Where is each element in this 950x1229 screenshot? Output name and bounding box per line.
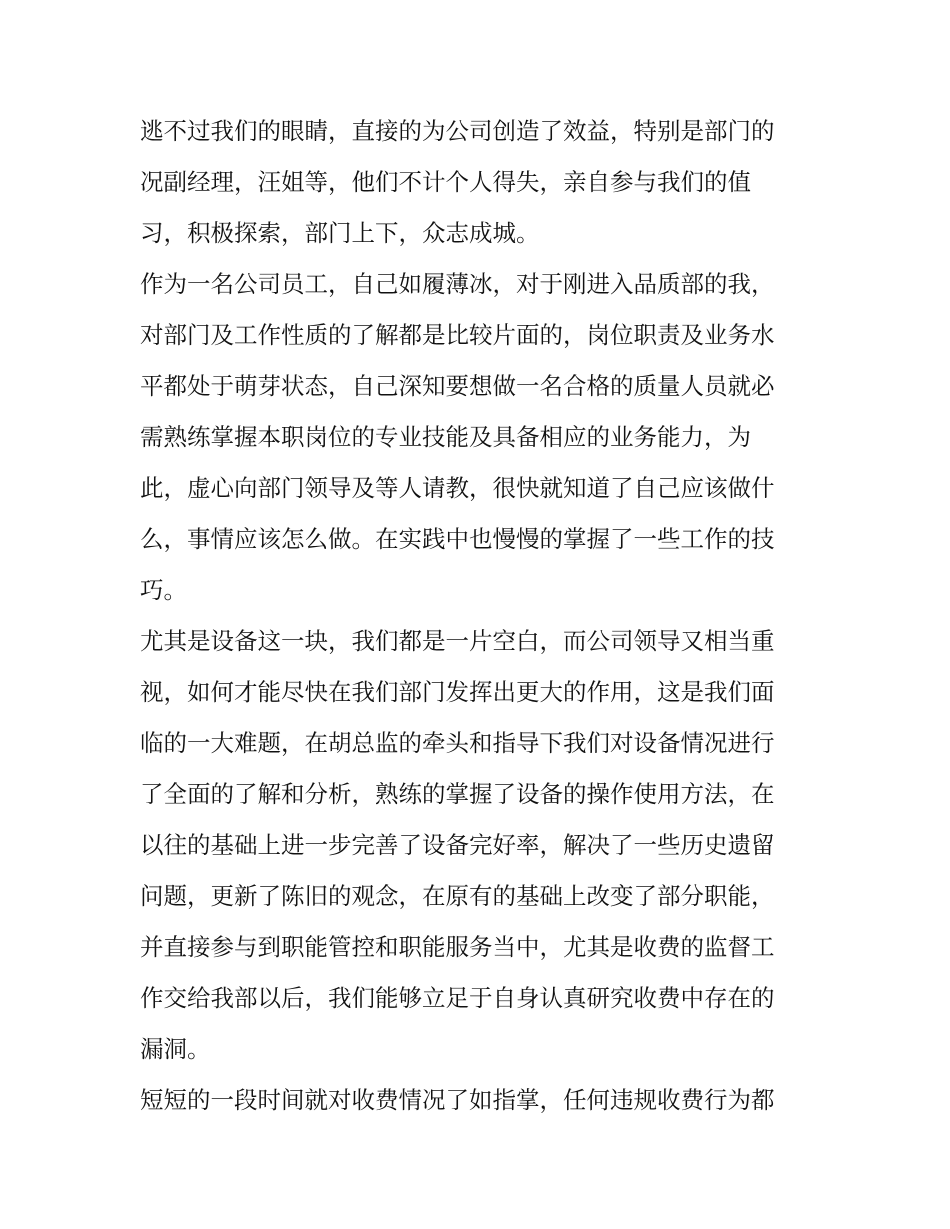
text-line: 作为一名公司员工，自己如履薄冰，对于刚进入品质部的我，: [140, 270, 775, 298]
text-line: 对部门及工作性质的了解都是比较片面的，岗位职责及业务水: [140, 321, 775, 349]
text-line: 此，虚心向部门领导及等人请教，很快就知道了自己应该做什: [140, 474, 775, 502]
text-line: 并直接参与到职能管控和职能服务当中，尤其是收费的监督工: [140, 933, 775, 961]
text-line: 平都处于萌芽状态，自己深知要想做一名合格的质量人员就必: [140, 372, 775, 400]
text-line: 短短的一段时间就对收费情况了如指掌，任何违规收费行为都: [140, 1086, 775, 1114]
text-line: 习，积极探索，部门上下，众志成城。: [140, 219, 540, 247]
text-line: 巧。: [140, 576, 187, 604]
text-line: 临的一大难题，在胡总监的牵头和指导下我们对设备情况进行: [140, 729, 775, 757]
text-line: 以往的基础上进一步完善了设备完好率，解决了一些历史遗留: [140, 831, 775, 859]
text-line: 尤其是设备这一块，我们都是一片空白，而公司领导又相当重: [140, 627, 775, 655]
text-line: 了全面的了解和分析，熟练的掌握了设备的操作使用方法，在: [140, 780, 775, 808]
text-line: 逃不过我们的眼睛，直接的为公司创造了效益，特别是部门的: [140, 117, 775, 145]
text-line: 作交给我部以后，我们能够立足于自身认真研究收费中存在的: [140, 984, 775, 1012]
text-line: 问题，更新了陈旧的观念，在原有的基础上改变了部分职能，: [140, 882, 775, 910]
document-body: [140, 106, 820, 1126]
text-line: 况副经理，汪姐等，他们不计个人得失，亲自参与我们的值: [140, 168, 751, 196]
text-line: 视，如何才能尽快在我们部门发挥出更大的作用，这是我们面: [140, 678, 775, 706]
text-line: 漏洞。: [140, 1035, 211, 1063]
text-line: 需熟练掌握本职岗位的专业技能及具备相应的业务能力，为: [140, 423, 751, 451]
text-line: 么，事情应该怎么做。在实践中也慢慢的掌握了一些工作的技: [140, 525, 775, 553]
